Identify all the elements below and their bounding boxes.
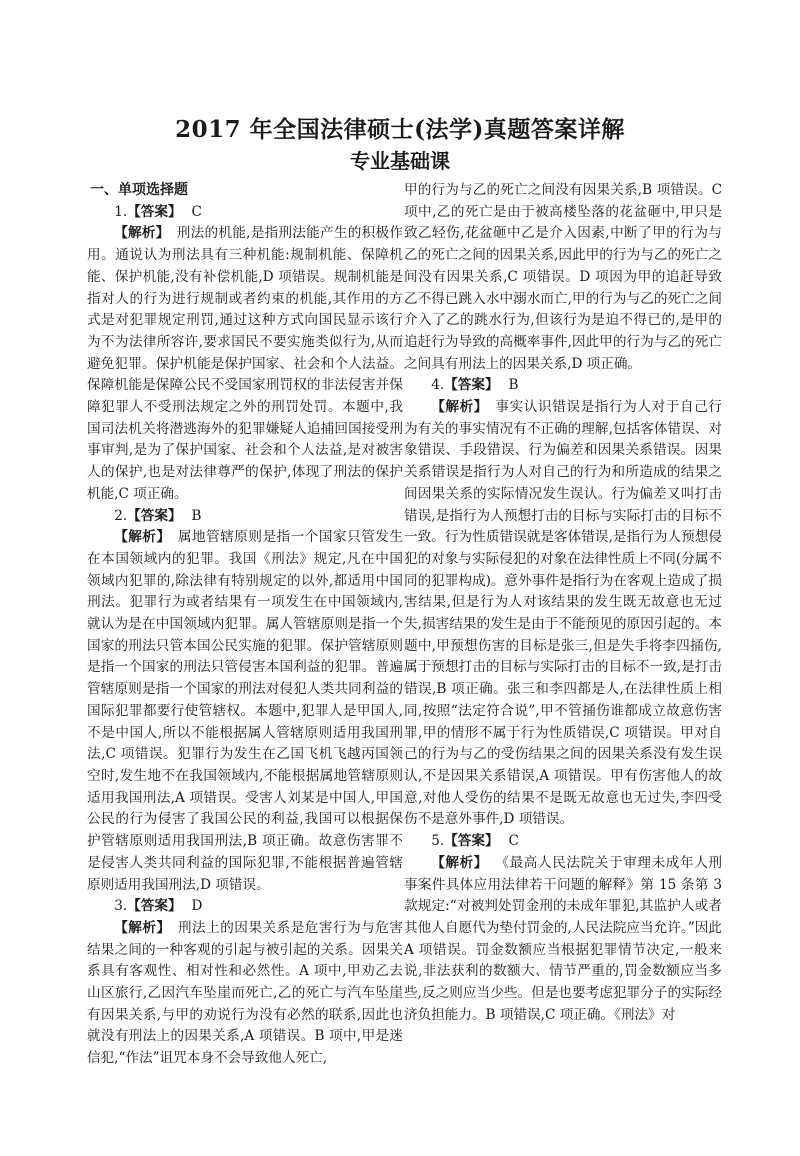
analysis-paragraph-q5 <box>404 853 722 1027</box>
answer-value: D <box>191 898 203 915</box>
answer-value: B <box>191 507 202 524</box>
answer-tag: 【答案】 <box>127 507 182 524</box>
question-number: 3. <box>114 898 128 915</box>
analysis-paragraph-q4 <box>404 397 722 831</box>
answer-tag: 【答案】 <box>444 377 499 394</box>
question-number: 2. <box>114 507 128 524</box>
answer-value: C <box>508 833 519 850</box>
analysis-text: 《最高人民法院关于审理未成年人刑事案件具体应用法律若干问题的解释》第 15 条第 3 款规定:“对被判处罚金刑的未成年罪犯,其监护人或者其他人自愿代为垫付罚金的,人民法院应当允许。”因此 A 项错误。罚金数额应当根据犯罪情节决定,一般来说,非法获利的数额大、情节严重的,罚金数额应当多些,反之则应当少些。但是也要考虑犯罪分子的实际经济负担能力。B 项错误,C 项正确。《刑法》对 <box>404 854 723 1023</box>
analysis-text: 属地管辖原则是指一个国家只管发生在本国领域内的犯罪。我国《刑法》规定,凡在中国领域内犯罪的,除法律有特别规定的以外,都适用中国刑法。犯罪行为或者结果有一项发生在中国领域内,就认为是在中国领域内犯罪。属人管辖原则是指一个国家的刑法只管本国公民实施的犯罪。保护管辖原则是指一个国家的刑法只管侵害本国利益的犯罪。普遍管辖原则是指一个国家的刑法对侵犯人类共同利益的国际犯罪都要行使管辖权。本题中,犯罪人是甲国人,不是中国人,所以不能根据属人管辖原则适用我国刑法,C 项错误。犯罪行为发生在乙国飞机飞越丙国领空时,发生地不在我国领域内,不能根据属地管辖原则适用我国刑法,A 项错误。受害人刘某是中国人,甲国公民的行为侵害了我国公民的利益,我国可以根据保护管辖原则适用我国刑法,B 项正确。故意伤害罪不是侵害人类共同利益的国际犯罪,不能根据普遍管辖原则适用我国刑法,D 项错误。 <box>87 529 404 893</box>
right-column <box>404 180 722 1026</box>
analysis-text: 刑法的机能,是指刑法能产生的积极作用。通说认为刑法具有三种机能:规制机能、保障机能、保护机能,没有补偿机能,D 项错误。规制机能是指对人的行为进行规制或者约束的机能,其作用的方式是对犯罪规定刑罚,通过这种方式向国民显示该行为不为法律所容许,要求国民不要实施类似行为,从而避免犯罪。保护机能是保护国家、社会和个人法益。保障机能是保障公民不受国家刑罚权的非法侵害并保障犯罪人不受刑法规定之外的刑罚处罚。本题中,我国司法机关将潜逃海外的犯罪嫌疑人追捕回国接受刑事审判,是为了保护国家、社会和个人法益,是对被害人的保护,也是对法律尊严的保护,体现了刑法的保护机能,C 项正确。 <box>87 225 403 502</box>
page-subtitle: 专业基础课 <box>350 149 450 173</box>
answer-line-q1 <box>87 202 403 224</box>
question-number: 1. <box>114 203 128 220</box>
analysis-text: 事实认识错误是指行为人对于自己行为有关的事实情况有不正确的理解,包括客体错误、对象错误、手段错误、行为偏差和因果关系错误。因果关系错误是指行为人对自己的行为和所造成的结果之间因果关系的实际情况发生误认。行为偏差又叫打击错误,是指行为人预想打击的目标与实际打击的目标不一致。行为性质错误就是客体错误,是指行为人预想侵犯的对象与实际侵犯的对象在法律性质上不同(分属不同的犯罪构成)。意外事件是指行为在客观上造成了损害结果,但是行为人对该结果的发生既无故意也无过失,损害结果的发生是由于不能预见的原因引起的。本题中,甲预想伤害的目标是张三,但是失手将李四捅伤,属于预想打击的目标与实际打击的目标不一致,是打击错误,B 项正确。张三和李四都是人,在法律性质上相同,按照“法定符合说”,甲不管捅伤谁都成立故意伤害罪,甲的情形不属于行为性质错误,C 项错误。甲对自己的行为与乙的受伤结果之间的因果关系没有发生误认,不是因果关系错误,A 项错误。甲有伤害他人的故意,对他人受伤的结果不是既无故意也无过失,李四受伤不是意外事件,D 项错误。 <box>404 399 723 828</box>
question-number: 4. <box>431 377 445 394</box>
page-title: 2017 年全国法律硕士(法学)真题答案详解 <box>175 116 625 143</box>
analysis-paragraph-q1 <box>87 223 403 505</box>
section-heading: 一、单项选择题 <box>90 182 188 198</box>
analysis-tag: 【解析】 <box>114 529 171 546</box>
analysis-tag: 【解析】 <box>431 399 488 416</box>
answer-line-q2 <box>87 506 403 528</box>
answer-line-q5 <box>404 831 722 853</box>
answer-value: B <box>508 377 519 394</box>
answer-tag: 【答案】 <box>444 833 499 850</box>
left-column <box>87 180 403 1070</box>
analysis-tag: 【解析】 <box>114 225 170 242</box>
question-number: 5. <box>431 833 445 850</box>
answer-value: C <box>191 203 202 220</box>
answer-tag: 【答案】 <box>127 203 182 220</box>
analysis-text: 刑法上的因果关系是危害行为与危害结果之间的一种客观的引起与被引起的关系。因果关系具有客观性、相对性和必然性。A 项中,甲劝乙去山区旅行,乙因汽车坠崖而死亡,乙的死亡与汽车坠崖有因果关系,与甲的劝说行为没有必然的联系,因此也就没有刑法上的因果关系,A 项错误。B 项中,甲是迷信犯,“作法”诅咒本身不会导致他人死亡, <box>87 919 404 1067</box>
analysis-paragraph-q3 <box>87 918 403 1070</box>
analysis-paragraph-q2 <box>87 527 403 896</box>
analysis-tag: 【解析】 <box>431 854 488 871</box>
answer-tag: 【答案】 <box>127 898 182 915</box>
answer-line-q3 <box>87 896 403 918</box>
analysis-continued-q3: 甲的行为与乙的死亡之间没有因果关系,B 项错误。C 项中,乙的死亡是由于被高楼坠落的花盆砸中,甲只是致乙轻伤,花盆砸中乙是介入因素,中断了甲的行为与乙的死亡之间的因果关系,因此甲的行为与乙的死亡之间没有因果关系,C 项错误。D 项因为甲的追赶导致乙不得已跳入水中溺水而亡,甲的行为与乙的死亡之间介入了乙的跳水行为,但该行为是迫不得已的,是甲的追赶行为导致的高概率事件,因此甲的行为与乙的死亡之间具有刑法上的因果关系,D 项正确。 <box>404 182 722 372</box>
analysis-tag: 【解析】 <box>114 919 171 936</box>
answer-line-q4 <box>404 375 722 397</box>
